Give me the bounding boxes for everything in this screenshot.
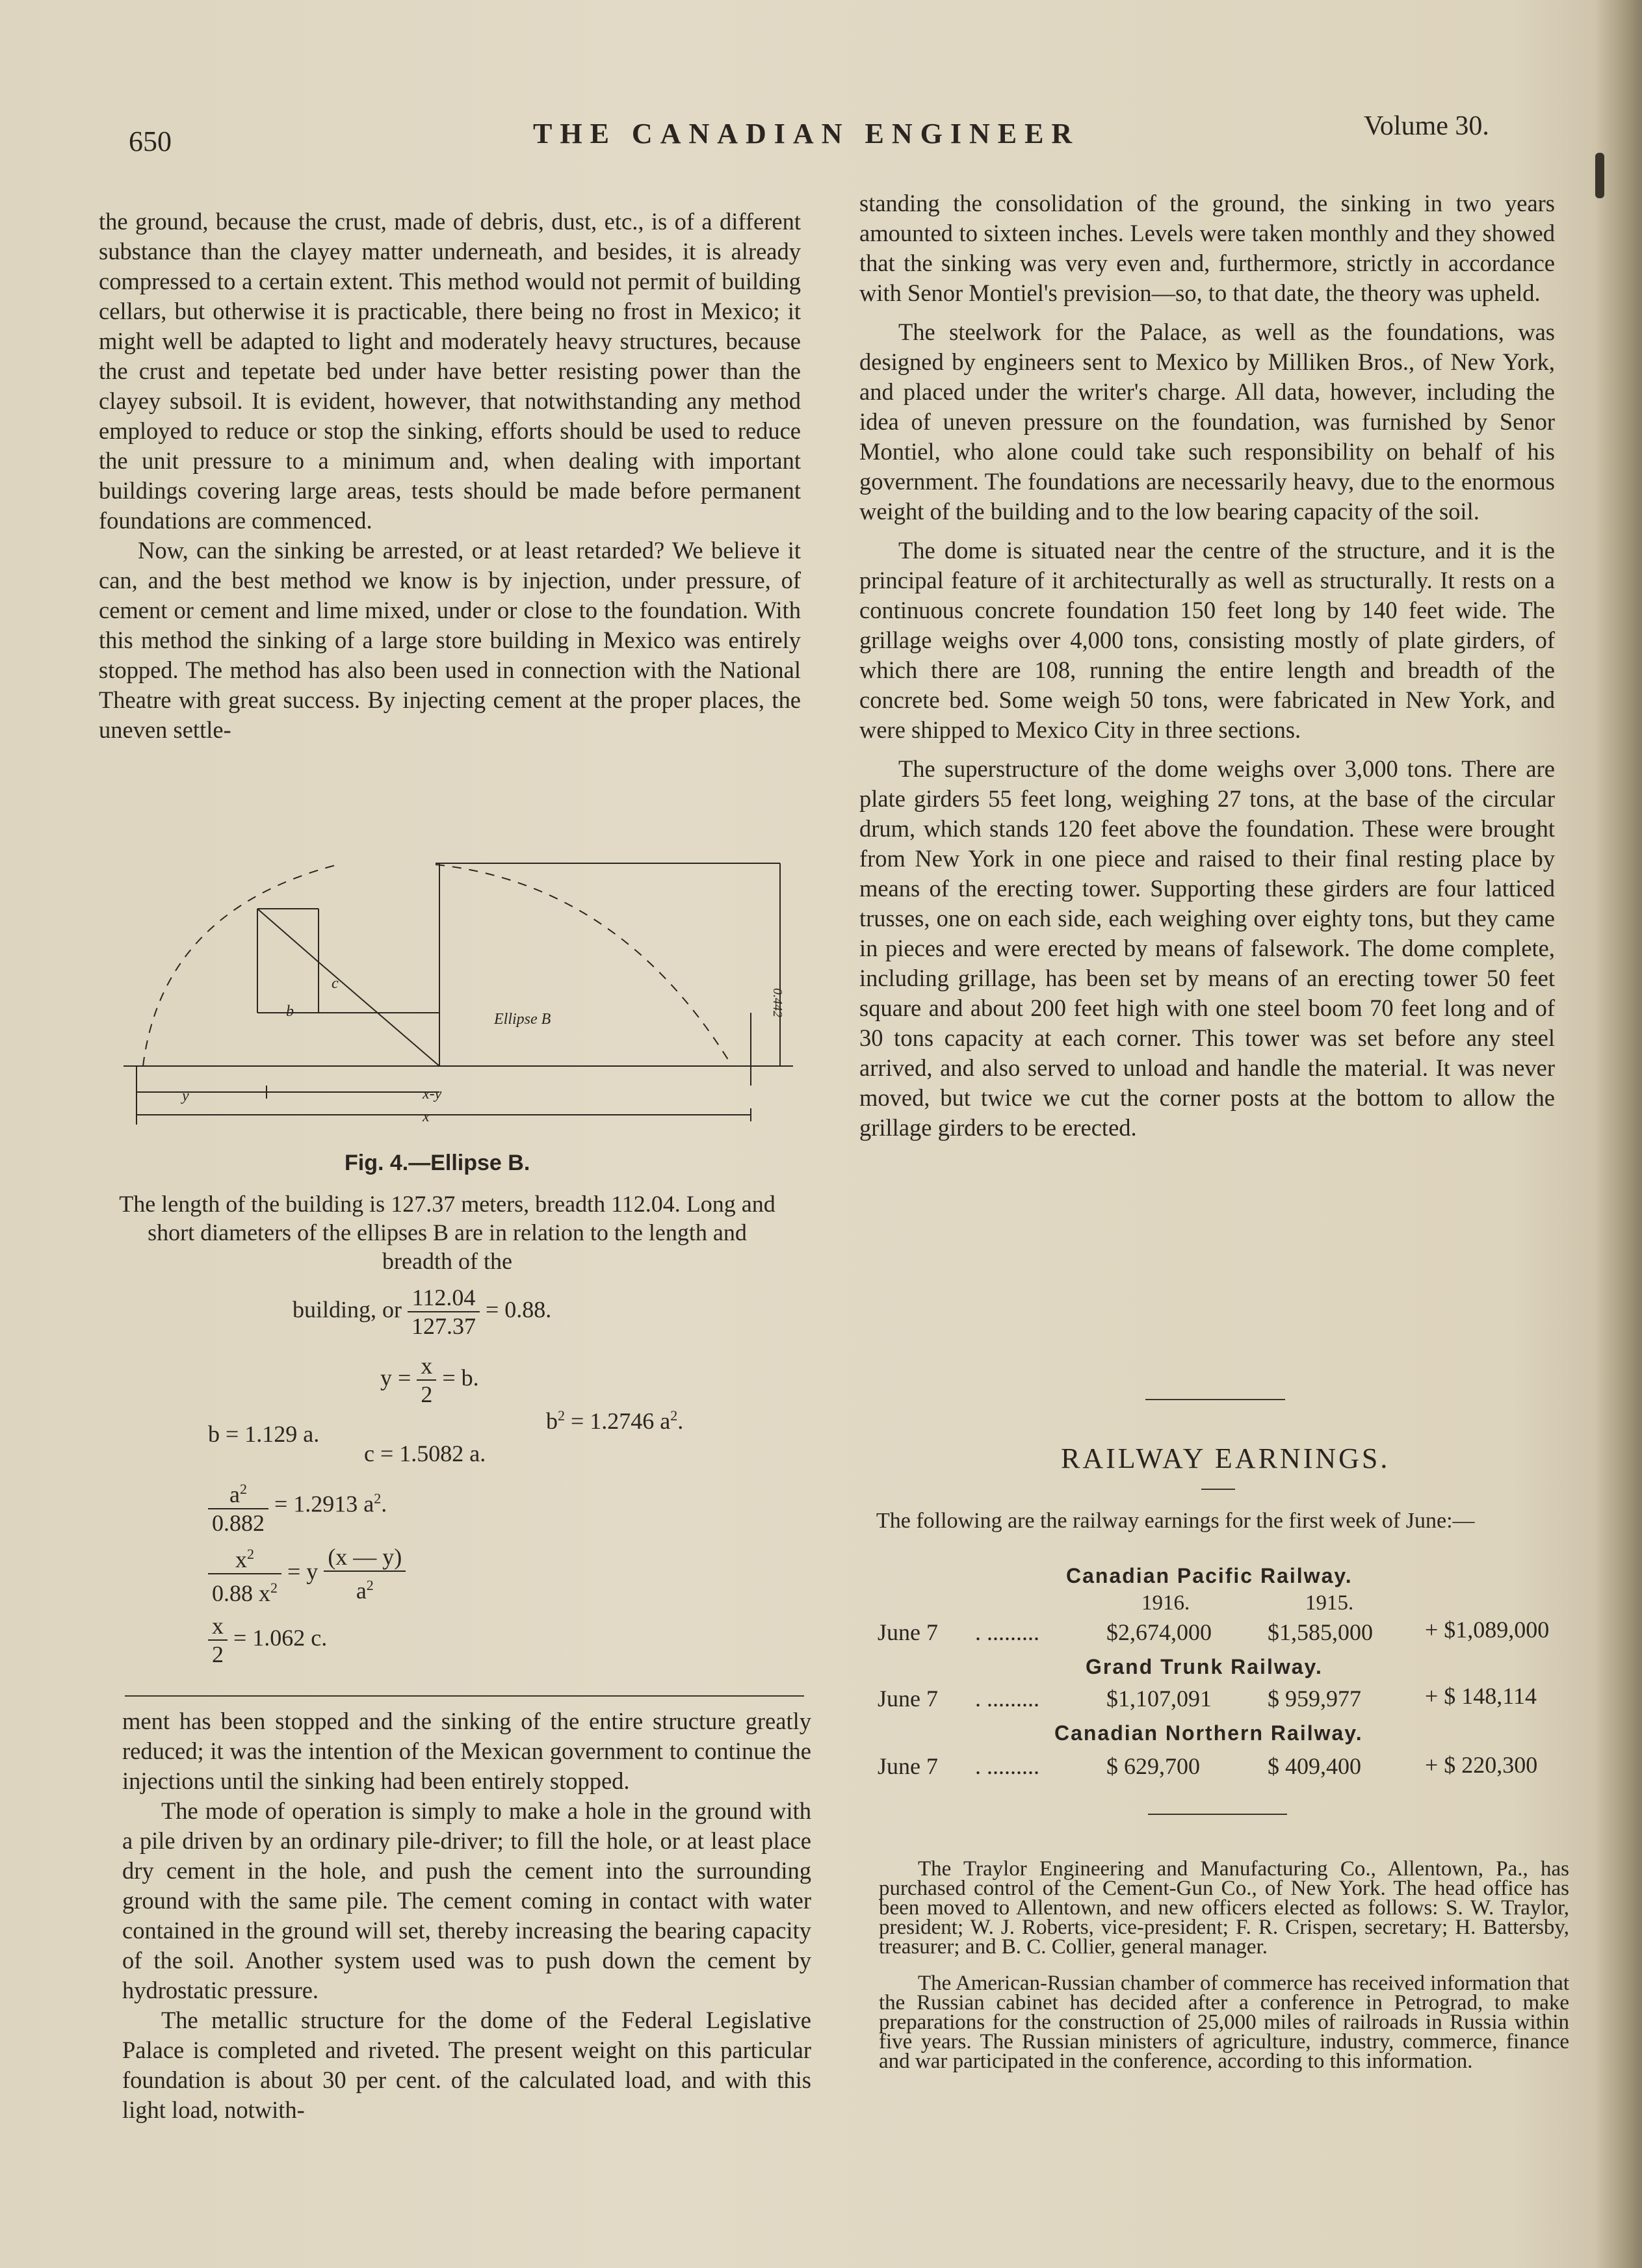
short-rule bbox=[1148, 1814, 1287, 1815]
rhs: = 1.2913 a bbox=[274, 1491, 374, 1517]
ratio-num: 112.04 bbox=[408, 1284, 480, 1312]
cpr-date: June 7 bbox=[878, 1619, 938, 1645]
right-column bbox=[859, 189, 1555, 1143]
a2-equation: $\frac{a^2}{0.882}$ = 1.2913 $a^2$. bbox=[208, 1476, 387, 1537]
c-equation: c = 1.5082 a. bbox=[364, 1440, 486, 1466]
paragraph: standing the consolidation of the ground, the sinking in two years amounted to sixteen inches. Levels were taken monthly and they showed that the sinking was very even and, furthermore, strictly in accordance with Senor Montiel's prevision—so, to that date, the theory was upheld. bbox=[859, 190, 1555, 306]
x-half-equation bbox=[208, 1612, 327, 1668]
label-y: y bbox=[182, 1088, 189, 1104]
gt-dots: . ......... bbox=[975, 1686, 1039, 1712]
y-equation bbox=[380, 1352, 479, 1408]
frac-num: (x — y) bbox=[324, 1543, 406, 1572]
x2-fraction bbox=[208, 1541, 281, 1607]
a2-fraction bbox=[208, 1476, 268, 1537]
year-1915: 1915. bbox=[1305, 1591, 1354, 1615]
ratio-fraction bbox=[408, 1284, 480, 1340]
volume-label: Volume 30. bbox=[1364, 111, 1489, 141]
eq-b: = b. bbox=[442, 1364, 479, 1391]
label-x: x bbox=[423, 1108, 430, 1125]
page-number: 650 bbox=[129, 125, 172, 157]
y-eq: y = bbox=[380, 1364, 411, 1391]
news-notes bbox=[879, 1859, 1569, 2088]
frac-num: x bbox=[417, 1352, 436, 1381]
paragraph: The metallic structure for the dome of the Federal Legislative Palace is completed and riveted. The present weight on this particular foundation is about 30 per cent. of the calculated load, and with this light load, notwith- bbox=[122, 2007, 811, 2123]
eq-y: = y bbox=[287, 1558, 319, 1585]
building-or: building, or bbox=[293, 1296, 402, 1323]
book-spine bbox=[1596, 0, 1642, 2268]
label-c: c bbox=[332, 975, 339, 992]
figure-caption: Fig. 4.—Ellipse B. bbox=[345, 1151, 530, 1175]
cn-diff: + $ 220,300 bbox=[1425, 1752, 1538, 1778]
gt-diff: + $ 148,114 bbox=[1425, 1683, 1537, 1709]
cpr-1916: $2,674,000 bbox=[1106, 1619, 1212, 1645]
xy-fraction bbox=[324, 1543, 406, 1604]
diag-1 bbox=[257, 909, 319, 962]
gt-heading: Grand Trunk Railway. bbox=[1086, 1655, 1323, 1678]
masthead: THE CANADIAN ENGINEER bbox=[533, 118, 1080, 150]
cpr-dots: . ......... bbox=[975, 1619, 1039, 1645]
paragraph: ment has been stopped and the sinking of the entire structure greatly reduced; it was the intention of the Mexican government to continue the injections until the sinking had been entirely stopped. bbox=[122, 1708, 811, 1794]
paragraph: The steelwork for the Palace, as well as the foundations, was designed by engineers sent to Mexico by Milliken Bros., of New York, and placed under the writer's charge. All data, however, including the idea of uneven pressure on the foundation, was furnished by Senor Montiel, who alone could take such responsibility on behalf of his government. The foundations are necessarily heavy, due to the enormous weight of the building and to the low bearing capacity of the soil. bbox=[859, 319, 1555, 525]
cn-heading: Canadian Northern Railway. bbox=[1054, 1721, 1363, 1745]
label-ellipse: Ellipse B bbox=[494, 1011, 551, 1028]
left-column-lower bbox=[122, 1706, 811, 2125]
ellipse-arc bbox=[143, 865, 338, 1066]
ellipse-b-diagram bbox=[124, 852, 800, 1138]
cpr-diff: + $1,089,000 bbox=[1425, 1617, 1550, 1643]
cpr-1915: $1,585,000 bbox=[1268, 1619, 1373, 1645]
paragraph: Now, can the sinking be arrested, or at least retarded? We believe it can, and the best method we know is by injection, under pressure, of cement or cement and lime mixed, under or close to the foundation. With this method the sinking of a large store building in Mexico was entirely stopped. The method has also been used in connection with the National Theatre with great success. By injecting cement at the proper places, the uneven settle- bbox=[99, 537, 801, 743]
b-equation: b = 1.129 a. bbox=[208, 1421, 320, 1447]
cn-dots: . ......... bbox=[975, 1753, 1039, 1779]
paragraph: the ground, because the crust, made of debris, dust, etc., is of a different substance than the clayey matter underneath, and besides, it is already compressed to a certain extent. This method would not permit of building cellars, but otherwise it is practicable, there being no frost in Mexico; it might well be adapted to light and moderately heavy structures, because the crust and tepetate bed under have better resisting power than the clayey subsoil. It is evident, however, that notwithstanding any method employed to reduce or stop the sinking, efforts should be used to reduce the unit pressure to a minimum and, when dealing with important buildings covering large areas, tests should be made before permanent foundations are commenced. bbox=[99, 208, 801, 534]
ratio-result: = 0.88. bbox=[486, 1296, 552, 1323]
short-rule bbox=[1201, 1489, 1235, 1490]
b2-equation: $b^2 = 1.2746$ $a^2$. bbox=[546, 1407, 684, 1434]
cpr-heading: Canadian Pacific Railway. bbox=[1066, 1564, 1353, 1587]
frac-den: 2 bbox=[212, 1641, 224, 1667]
short-rule bbox=[1145, 1399, 1285, 1400]
ellipse-arc-right bbox=[436, 865, 728, 1060]
left-column-upper bbox=[99, 207, 801, 745]
paragraph: The mode of operation is simply to make a hole in the ground with a pile driven by an ordinary pile-driver; to fill the hole, or at least place dry cement in the hole, and push the cement into the surrounding ground with the same pile. The cement coming in contact with water contained in the ground will set, thereby increasing the bearing capacity of the soil. Another system used was to push down the cement by hydrostatic pressure. bbox=[122, 1797, 811, 2003]
year-1916: 1916. bbox=[1141, 1591, 1190, 1615]
cn-1915: $ 409,400 bbox=[1268, 1753, 1361, 1779]
page-header bbox=[0, 111, 1642, 169]
ratio-den: 127.37 bbox=[411, 1313, 476, 1339]
label-a: 0.442 bbox=[770, 988, 785, 1017]
frac-num: x bbox=[208, 1612, 228, 1641]
railway-heading: RAILWAY EARNINGS. bbox=[1061, 1442, 1390, 1474]
frac-den: 2 bbox=[421, 1381, 433, 1407]
frac-den: 0.882 bbox=[212, 1510, 265, 1536]
x-half-fraction bbox=[208, 1612, 228, 1668]
label-b: b bbox=[286, 1003, 294, 1020]
gt-date: June 7 bbox=[878, 1686, 938, 1712]
paragraph: The American-Russian chamber of commerce has received information that the Russian cabinet has decided after a conference in Petrograd, to make preparations for the construction of 25,000 miles of railroads in Russia within five years. The Russian ministers of agriculture, industry, commerce, finance and war participated in the conference, according to this information. bbox=[879, 1972, 1569, 2073]
gt-1916: $1,107,091 bbox=[1106, 1686, 1212, 1712]
ratio-equation bbox=[293, 1284, 551, 1340]
cn-1916: $ 629,700 bbox=[1106, 1753, 1200, 1779]
frac-den: $a^2$ bbox=[356, 1577, 374, 1604]
paragraph: The dome is situated near the centre of the structure, and it is the principal feature of it architecturally as well as structurally. It rests on a continuous concrete foundation 150 feet long by 140 feet wide. The grillage weighs over 4,000 tons, consisting mostly of plate girders, of which there are 108, running the entire length and breadth of the concrete bed. Some weigh 50 tons, were fabricated in New York, and were shipped to Mexico City in three sections. bbox=[859, 537, 1555, 743]
section-divider bbox=[125, 1695, 804, 1697]
b2-lhs: b bbox=[546, 1408, 558, 1434]
frac-num: $a^2$ bbox=[208, 1476, 268, 1509]
paragraph: The superstructure of the dome weighs over 3,000 tons. There are plate girders 55 feet long, weighing 27 tons, at the base of the circular drum, which stands 120 feet above the foundation. These were brought from New York in one piece and raised to their final resting place by means of the erecting tower. Supporting these girders are four latticed trusses, one on each side, each weighing over eighty tons, but they came in pieces and were erected by means of falsework. The dome complete, including grillage, has been set by means of an erecting tower 50 feet square and about 200 feet high with one steel boom 70 feet long and of 30 tons capacity at each corner. This tower was set before any steel arrived, and also served to unload and handle the material. It was never moved, but twice we cut the corner posts at the bottom to allow the grillage girders to be erected. bbox=[859, 755, 1555, 1141]
paragraph: The Traylor Engineering and Manufacturing Co., Allentown, Pa., has purchased control of the Cement-Gun Co., of New York. The head office has been moved to Allentown, and new officers elected as follows: S. W. Traylor, president; W. J. Roberts, vice-president; F. R. Crispen, secretary; H. Battersby, treasurer; and B. C. Collier, general manager. bbox=[879, 1857, 1569, 1959]
rhs: = 1.062 c. bbox=[233, 1624, 328, 1651]
b2-rhs: = 1.2746 a bbox=[571, 1408, 671, 1434]
frac-num: $x^2$ bbox=[208, 1541, 281, 1574]
x2-equation bbox=[208, 1541, 406, 1607]
math-intro: The length of the building is 127.37 meters, breadth 112.04. Long and short diameters of the ellipses B are in relation to the length and breadth of the bbox=[119, 1191, 775, 1274]
cn-date: June 7 bbox=[878, 1753, 938, 1779]
railway-intro: The following are the railway earnings for the first week of June:— bbox=[876, 1509, 1475, 1533]
gt-1915: $ 959,977 bbox=[1268, 1686, 1361, 1712]
x-over-2 bbox=[417, 1352, 436, 1408]
label-xy: x-y bbox=[423, 1086, 442, 1102]
frac-den: 0.88 $x^2$ bbox=[212, 1580, 278, 1606]
